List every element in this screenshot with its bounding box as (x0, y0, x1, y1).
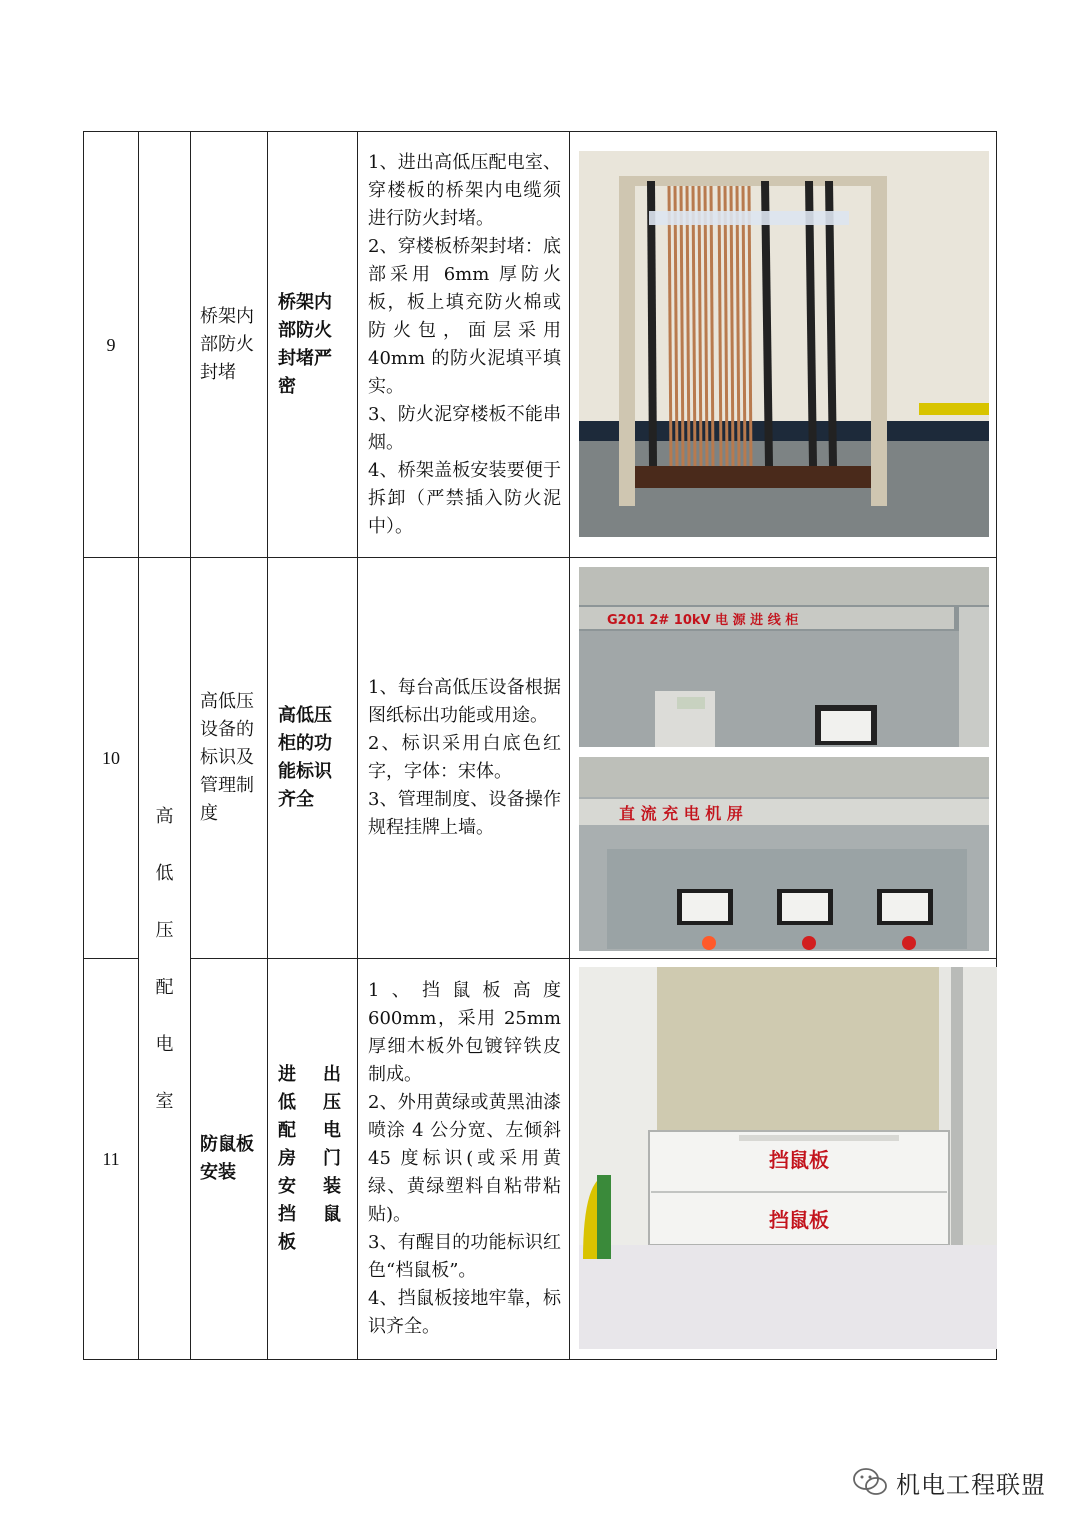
cabinet-label: 直 流 充 电 机 屏 (619, 804, 743, 823)
rat-guard-photo (579, 967, 997, 1349)
watermark-text: 机电工程联盟 (896, 1470, 1046, 1499)
row-number: 11 (84, 959, 139, 1360)
requirement-line: 2、穿楼板桥架封堵：底部采用 6mm 厚防火板，板上填充防火棉或防火包，面层采用 40mm 的防火泥填平填实。 (368, 235, 561, 397)
item-name: 防鼠板安装 (191, 959, 268, 1360)
requirement-line: 4、挡鼠板接地牢靠，标识齐全。 (368, 1288, 561, 1337)
requirements (358, 959, 570, 1360)
item-name: 桥架内部防火封堵 (191, 132, 268, 558)
standard-text: 高低压柜的功能标识齐全 (268, 558, 358, 959)
requirement-line: 1、进出高低压配电室、穿楼板的桥架内电缆须进行防火封堵。 (368, 151, 561, 229)
area-cell (139, 558, 191, 1360)
requirement-line: 3、有醒目的功能标识红色“档鼠板”。 (368, 1232, 561, 1281)
photo-cell (570, 558, 997, 959)
requirement-line: 3、防火泥穿楼板不能串烟。 (368, 403, 561, 453)
dc-charger-photo (579, 757, 989, 951)
cable-tray-photo (579, 151, 989, 537)
rat-guard-label: 挡鼠板 (769, 1208, 829, 1232)
photo-cell (570, 959, 997, 1360)
requirements (358, 558, 570, 959)
table-row (84, 132, 997, 558)
table-row (84, 959, 997, 1360)
cabinet-label: G201 2# 10kV 电 源 进 线 柜 (607, 613, 799, 628)
row-number: 10 (84, 558, 139, 959)
standard-text: 进出低压配电房门安装挡鼠板 (268, 959, 358, 1360)
standard-text: 桥架内部防火封堵严密 (268, 132, 358, 558)
watermark (852, 1462, 1046, 1502)
table-row (84, 558, 997, 959)
rat-guard-label: 挡鼠板 (769, 1148, 829, 1172)
requirement-line: 1、每台高低压设备根据图纸标出功能或用途。 (368, 677, 561, 726)
wechat-icon (852, 1467, 888, 1497)
requirements (358, 132, 570, 558)
item-name: 高低压设备的标识及管理制度 (191, 558, 268, 959)
photo-cell (570, 132, 997, 558)
area-label: 高低压配电室 (155, 805, 174, 1112)
switchgear-photo (579, 567, 989, 747)
requirement-line: 4、桥架盖板安装要便于拆卸（严禁插入防火泥中）。 (368, 459, 561, 537)
requirement-line: 2、外用黄绿或黄黑油漆喷涂 4 公分宽、左倾斜 45 度标识(或采用黄绿、黄绿塑料自粘带粘贴)。 (368, 1092, 561, 1225)
requirement-line: 2、标识采用白底色红字，字体：宋体。 (368, 733, 561, 782)
area-cell-empty (139, 132, 191, 558)
requirement-line: 3、管理制度、设备操作规程挂牌上墙。 (368, 789, 561, 838)
row-number: 9 (84, 132, 139, 558)
standards-table (83, 131, 997, 1360)
requirement-line: 1、挡鼠板高度 600mm，采用 25mm 厚细木板外包镀锌铁皮制成。 (368, 980, 561, 1085)
